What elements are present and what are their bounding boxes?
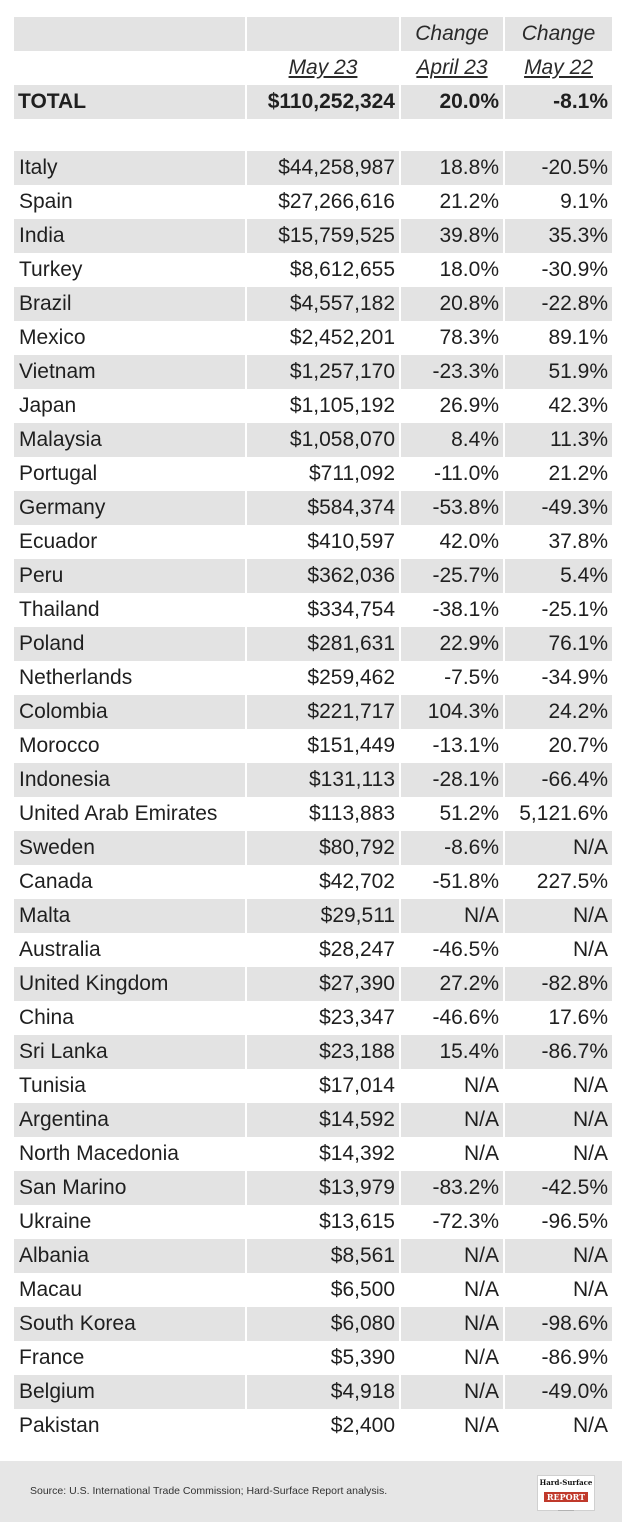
spacer-cell (503, 119, 612, 151)
change-vs-april23: -72.3% (399, 1205, 503, 1239)
header-may23: May 23 (245, 51, 399, 85)
table-row (14, 1409, 612, 1443)
change-vs-april23: 22.9% (399, 627, 503, 661)
import-value: $131,113 (245, 763, 399, 797)
change-vs-may22: 5,121.6% (503, 797, 612, 831)
import-value: $221,717 (245, 695, 399, 729)
import-value: $17,014 (245, 1069, 399, 1103)
table-row (14, 1375, 612, 1409)
change-vs-may22: -66.4% (503, 763, 612, 797)
spacer-cell (14, 119, 245, 151)
change-vs-may22: -22.8% (503, 287, 612, 321)
import-value: $80,792 (245, 831, 399, 865)
table-row (14, 865, 612, 899)
hard-surface-report-logo (537, 1475, 595, 1511)
table-row (14, 1341, 612, 1375)
header-row-1 (14, 17, 612, 51)
table-row (14, 1137, 612, 1171)
country-name: Malaysia (14, 423, 245, 457)
import-value: $334,754 (245, 593, 399, 627)
change-vs-may22: N/A (503, 1409, 612, 1443)
change-vs-april23: -38.1% (399, 593, 503, 627)
imports-table (14, 17, 612, 1443)
country-name: Argentina (14, 1103, 245, 1137)
country-name: Vietnam (14, 355, 245, 389)
imports-table-body (14, 17, 612, 1443)
logo-tagline: ―――― (558, 1507, 574, 1512)
change-vs-may22: 37.8% (503, 525, 612, 559)
import-value: $29,511 (245, 899, 399, 933)
country-name: South Korea (14, 1307, 245, 1341)
change-vs-may22: 24.2% (503, 695, 612, 729)
country-name: San Marino (14, 1171, 245, 1205)
change-vs-april23: N/A (399, 1273, 503, 1307)
country-name: Spain (19, 190, 73, 213)
country-name: Indonesia (14, 763, 245, 797)
footer (0, 1461, 622, 1522)
country-name: United Arab Emirates (19, 802, 218, 825)
change-vs-april23: -8.6% (399, 831, 503, 865)
change-vs-april23: -46.6% (399, 1001, 503, 1035)
country-name: United Kingdom (14, 967, 245, 1001)
table-row (14, 1103, 612, 1137)
change-vs-april23: -7.5% (399, 661, 503, 695)
change-vs-may22: 11.3% (503, 423, 612, 457)
import-value: $13,615 (245, 1205, 399, 1239)
table-row (14, 763, 612, 797)
country-name: Macau (19, 1278, 83, 1301)
header-cell-empty (245, 17, 399, 51)
change-vs-april23: N/A (399, 1069, 503, 1103)
table-row (14, 1307, 612, 1341)
country-name: Portugal (19, 462, 98, 485)
import-value: $13,979 (245, 1171, 399, 1205)
import-value: $151,449 (245, 729, 399, 763)
import-value: $27,390 (245, 967, 399, 1001)
table-row (14, 1001, 612, 1035)
import-value: $8,612,655 (245, 253, 399, 287)
import-value: $113,883 (245, 797, 399, 831)
change-vs-april23: N/A (399, 1239, 503, 1273)
country-name: Morocco (19, 734, 100, 757)
table-row (14, 729, 612, 763)
import-value: $1,257,170 (245, 355, 399, 389)
table-row (14, 355, 612, 389)
change-vs-may22: 76.1% (503, 627, 612, 661)
change-vs-may22: N/A (503, 933, 612, 967)
table-row (14, 1035, 612, 1069)
import-value: $362,036 (245, 559, 399, 593)
import-value: $281,631 (245, 627, 399, 661)
import-value: $42,702 (245, 865, 399, 899)
change-vs-april23: 18.8% (399, 151, 503, 185)
country-name: Malta (14, 899, 245, 933)
import-value: $8,561 (245, 1239, 399, 1273)
country-name: Italy (14, 151, 245, 185)
change-vs-may22: 89.1% (503, 321, 612, 355)
table-row (14, 491, 612, 525)
table-row (14, 1205, 612, 1239)
import-value: $27,266,616 (245, 185, 399, 219)
change-vs-may22: -86.9% (503, 1341, 612, 1375)
table-row (14, 389, 612, 423)
change-vs-april23: -23.3% (399, 355, 503, 389)
country-name: Albania (14, 1239, 245, 1273)
change-vs-may22: -86.7% (503, 1035, 612, 1069)
import-value: $584,374 (245, 491, 399, 525)
total-change-april: 20.0% (399, 85, 503, 119)
change-vs-april23: N/A (399, 1341, 503, 1375)
table-row (14, 661, 612, 695)
table-row (14, 831, 612, 865)
table-row (14, 1171, 612, 1205)
import-value: $44,258,987 (245, 151, 399, 185)
table-row (14, 559, 612, 593)
total-row (14, 85, 612, 119)
change-vs-may22: -42.5% (503, 1171, 612, 1205)
table-row (14, 219, 612, 253)
change-vs-may22: -98.6% (503, 1307, 612, 1341)
import-value: $28,247 (245, 933, 399, 967)
table-row (14, 287, 612, 321)
total-change-may: -8.1% (503, 85, 612, 119)
change-vs-april23: N/A (399, 899, 503, 933)
change-vs-april23: N/A (399, 1307, 503, 1341)
change-vs-april23: -13.1% (399, 729, 503, 763)
country-name: North Macedonia (19, 1142, 179, 1165)
table-row (14, 933, 612, 967)
import-value: $6,500 (245, 1273, 399, 1307)
table-row (14, 1069, 612, 1103)
country-name: Poland (14, 627, 245, 661)
import-value: $4,557,182 (245, 287, 399, 321)
import-value: $14,592 (245, 1103, 399, 1137)
table-row (14, 253, 612, 287)
table-row (14, 967, 612, 1001)
change-vs-may22: 227.5% (503, 865, 612, 899)
import-value: $6,080 (245, 1307, 399, 1341)
logo-line1: Hard-Surface (539, 1478, 593, 1487)
change-vs-april23: N/A (399, 1409, 503, 1443)
change-vs-may22: N/A (503, 1239, 612, 1273)
import-value: $23,188 (245, 1035, 399, 1069)
change-vs-april23: 104.3% (399, 695, 503, 729)
change-vs-may22: 42.3% (503, 389, 612, 423)
country-name: Tunisia (19, 1074, 86, 1097)
change-vs-april23: 15.4% (399, 1035, 503, 1069)
change-vs-may22: 35.3% (503, 219, 612, 253)
total-label: TOTAL (14, 85, 245, 119)
change-vs-may22: N/A (503, 831, 612, 865)
country-name: Ecuador (19, 530, 98, 553)
country-name: Netherlands (19, 666, 133, 689)
change-vs-may22: 51.9% (503, 355, 612, 389)
header-row-2 (14, 51, 612, 85)
change-vs-april23: -11.0% (399, 457, 503, 491)
country-name: China (19, 1006, 74, 1029)
country-name: Ukraine (19, 1210, 92, 1233)
change-vs-may22: 17.6% (503, 1001, 612, 1035)
import-value: $259,462 (245, 661, 399, 695)
import-value: $2,400 (245, 1409, 399, 1443)
country-name: Australia (19, 938, 101, 961)
change-vs-may22: -49.0% (503, 1375, 612, 1409)
country-name: Sweden (14, 831, 245, 865)
import-value: $4,918 (245, 1375, 399, 1409)
change-vs-april23: 42.0% (399, 525, 503, 559)
change-vs-april23: 51.2% (399, 797, 503, 831)
spacer-row (14, 119, 612, 151)
table-row (14, 797, 612, 831)
header-cell-empty (14, 17, 245, 51)
table-row (14, 151, 612, 185)
country-name: Turkey (19, 258, 83, 281)
country-name: Sri Lanka (14, 1035, 245, 1069)
country-name: France (19, 1346, 85, 1369)
table-row (14, 457, 612, 491)
change-vs-may22: 9.1% (503, 185, 612, 219)
table-row (14, 1239, 612, 1273)
logo-line2: REPORT (544, 1492, 588, 1502)
spacer-cell (245, 119, 399, 151)
table-row (14, 627, 612, 661)
import-value: $410,597 (245, 525, 399, 559)
change-vs-april23: 21.2% (399, 185, 503, 219)
table-row (14, 695, 612, 729)
import-value: $23,347 (245, 1001, 399, 1035)
change-vs-may22: N/A (503, 1069, 612, 1103)
country-name: India (14, 219, 245, 253)
country-name: Peru (14, 559, 245, 593)
country-name: Brazil (14, 287, 245, 321)
import-value: $2,452,201 (245, 321, 399, 355)
change-vs-may22: N/A (503, 1103, 612, 1137)
change-vs-may22: N/A (503, 899, 612, 933)
table-row (14, 593, 612, 627)
country-name: Pakistan (19, 1414, 100, 1437)
header-change-may: Change (503, 17, 612, 51)
import-value: $14,392 (245, 1137, 399, 1171)
table-row (14, 185, 612, 219)
header-may22: May 22 (503, 51, 612, 85)
change-vs-april23: -28.1% (399, 763, 503, 797)
change-vs-april23: 78.3% (399, 321, 503, 355)
header-cell-empty (14, 51, 245, 85)
change-vs-april23: 26.9% (399, 389, 503, 423)
change-vs-april23: -51.8% (399, 865, 503, 899)
change-vs-may22: -49.3% (503, 491, 612, 525)
change-vs-april23: 20.8% (399, 287, 503, 321)
change-vs-april23: N/A (399, 1375, 503, 1409)
table-row (14, 1273, 612, 1307)
source-note: Source: U.S. International Trade Commission; Hard-Surface Report analysis. (30, 1485, 388, 1497)
table-row (14, 525, 612, 559)
change-vs-april23: 39.8% (399, 219, 503, 253)
change-vs-may22: 20.7% (503, 729, 612, 763)
change-vs-may22: -96.5% (503, 1205, 612, 1239)
country-name: Canada (19, 870, 93, 893)
header-change-april: Change (399, 17, 503, 51)
change-vs-april23: -46.5% (399, 933, 503, 967)
change-vs-may22: 5.4% (503, 559, 612, 593)
change-vs-may22: -30.9% (503, 253, 612, 287)
change-vs-may22: -34.9% (503, 661, 612, 695)
change-vs-april23: -25.7% (399, 559, 503, 593)
change-vs-april23: -53.8% (399, 491, 503, 525)
import-value: $1,105,192 (245, 389, 399, 423)
country-name: Thailand (19, 598, 100, 621)
country-name: Mexico (19, 326, 86, 349)
table-row (14, 321, 612, 355)
import-value: $15,759,525 (245, 219, 399, 253)
change-vs-april23: -83.2% (399, 1171, 503, 1205)
change-vs-april23: 27.2% (399, 967, 503, 1001)
change-vs-may22: 21.2% (503, 457, 612, 491)
country-name: Belgium (14, 1375, 245, 1409)
import-value: $711,092 (245, 457, 399, 491)
change-vs-may22: -20.5% (503, 151, 612, 185)
country-name: Colombia (14, 695, 245, 729)
change-vs-may22: -25.1% (503, 593, 612, 627)
change-vs-may22: N/A (503, 1273, 612, 1307)
import-value: $5,390 (245, 1341, 399, 1375)
change-vs-may22: N/A (503, 1137, 612, 1171)
change-vs-april23: N/A (399, 1137, 503, 1171)
total-value: $110,252,324 (245, 85, 399, 119)
spacer-cell (399, 119, 503, 151)
country-name: Germany (14, 491, 245, 525)
table-row (14, 423, 612, 457)
change-vs-april23: 18.0% (399, 253, 503, 287)
table-row (14, 899, 612, 933)
import-value: $1,058,070 (245, 423, 399, 457)
change-vs-april23: 8.4% (399, 423, 503, 457)
header-april23: April 23 (399, 51, 503, 85)
change-vs-may22: -82.8% (503, 967, 612, 1001)
country-name: Japan (19, 394, 77, 417)
change-vs-april23: N/A (399, 1103, 503, 1137)
